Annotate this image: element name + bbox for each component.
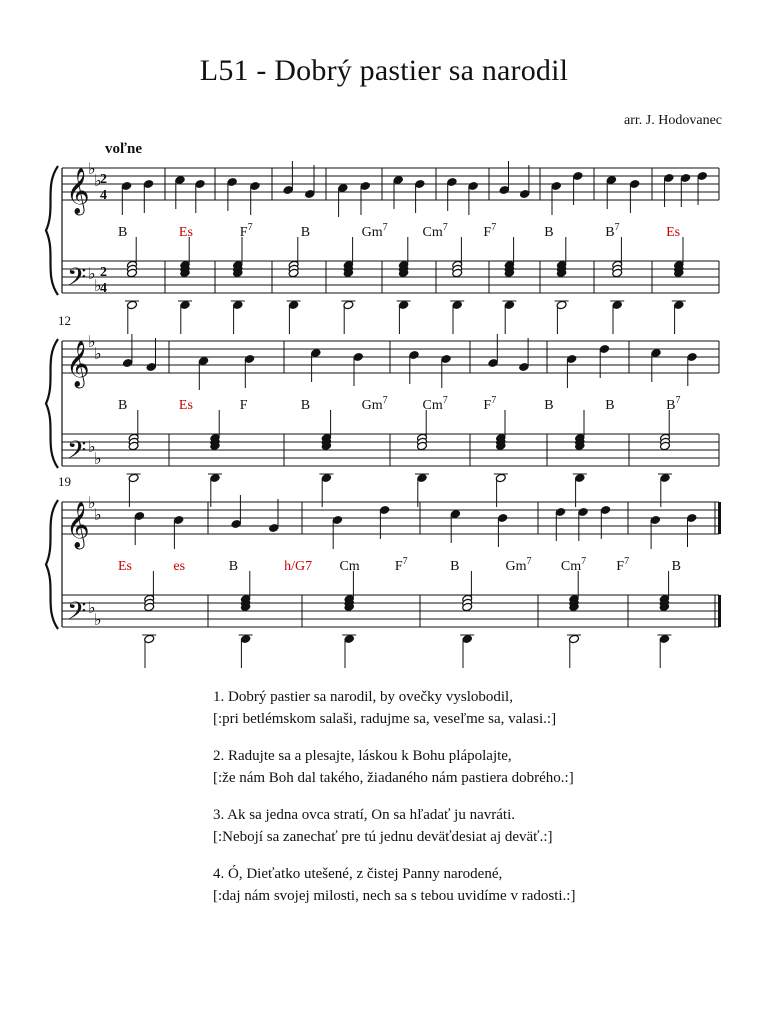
chord-root: F: [616, 559, 625, 574]
chord-root: es: [173, 559, 186, 574]
chord-root: B: [544, 225, 554, 240]
chord-symbol: [229, 559, 238, 574]
chord-extension: 7: [614, 222, 620, 233]
measure-number: 12: [58, 313, 71, 328]
chord-symbol: [605, 398, 614, 413]
chord-symbol: [561, 556, 586, 574]
chord-symbol: [179, 398, 193, 413]
chord-root: F: [239, 398, 248, 413]
chord-root: Cm: [339, 559, 360, 574]
chord-extension: 7: [382, 222, 388, 233]
chord-root: B: [605, 225, 615, 240]
chord-symbol: [301, 398, 310, 413]
key-flat-icon: ♭: [94, 344, 102, 363]
treble-clef-icon: 𝄞: [66, 341, 90, 387]
chord-extension: 7: [624, 556, 630, 567]
chord-root: B: [300, 225, 311, 240]
chord-extension: 7: [442, 395, 448, 406]
chord-root: B: [450, 559, 460, 574]
chord-symbol: [616, 556, 629, 574]
lyrics-block: [213, 686, 575, 922]
chord-extension: 7: [247, 222, 253, 233]
chord-symbol: [362, 395, 388, 413]
chord-root: B: [118, 225, 128, 240]
chord-root: Gm: [361, 398, 383, 413]
chord-symbol: [118, 225, 127, 240]
chord-extension: 7: [581, 556, 587, 567]
chord-root: Es: [666, 225, 681, 240]
chord-root: Es: [178, 398, 193, 413]
chord-root: F: [483, 225, 492, 240]
verse-3-line-1: 3. Ak sa jedna ovca stratí, On sa hľadať ju navráti.: [213, 807, 515, 823]
chord-root: F: [239, 225, 248, 240]
tempo-marking: voľne: [105, 141, 143, 157]
chord-symbol: [450, 559, 459, 574]
treble-clef-icon: 𝄞: [66, 502, 90, 548]
key-flat-icon: ♭: [88, 332, 96, 351]
key-flat-icon: ♭: [94, 171, 102, 190]
chord-root: Gm: [361, 225, 383, 240]
bass-clef-icon: 𝄢: [67, 436, 87, 471]
chord-symbol: [544, 225, 553, 240]
chord-root: h/G7: [284, 559, 313, 574]
verse-2-line-2: [:že nám Boh dal takého, žiadaného nám pastiera dobrého.:]: [213, 770, 574, 786]
chord-symbol: [301, 225, 310, 240]
lyrics-verse-2: [213, 745, 575, 789]
chord-root: F: [394, 559, 403, 574]
key-flat-icon: ♭: [88, 493, 96, 512]
chord-root: B: [118, 398, 128, 413]
chord-root: B: [300, 398, 311, 413]
chord-root: Es: [118, 559, 132, 574]
chord-symbol: [666, 395, 680, 413]
verse-4-line-2: [:daj nám svojej milosti, nech sa s tebou uvidíme v radosti.:]: [213, 888, 576, 904]
key-flat-icon: ♭: [88, 437, 96, 456]
measure-number: 19: [58, 474, 71, 489]
arranger-credit: arr. J. Hodovanec: [624, 113, 722, 128]
bass-clef-icon: 𝄢: [67, 263, 87, 298]
key-flat-icon: ♭: [94, 610, 102, 629]
final-thick-barline: [718, 502, 721, 534]
verse-1-line-2: [:pri betlémskom salaši, radujme sa, veseľme sa, valasi.:]: [213, 711, 557, 727]
key-flat-icon: ♭: [88, 264, 96, 283]
chord-root: Gm: [505, 559, 527, 574]
lyrics-verse-3: [213, 804, 575, 848]
chord-symbol: [483, 395, 496, 413]
chord-root: Cm: [560, 559, 582, 574]
chord-symbol: [240, 398, 248, 413]
chord-symbol: [240, 222, 253, 240]
time-sig-top: 2: [100, 172, 107, 187]
chord-symbol: [118, 398, 127, 413]
chord-root: B: [605, 398, 615, 413]
verse-1-line-1: 1. Dobrý pastier sa narodil, by ovečky vyslobodil,: [213, 689, 513, 705]
song-title: L51 - Dobrý pastier sa narodil: [199, 54, 569, 87]
chord-symbol: [395, 556, 408, 574]
chord-root: Cm: [422, 225, 443, 240]
chord-symbol: [284, 559, 312, 574]
chord-extension: 7: [675, 395, 681, 406]
final-thick-barline: [718, 595, 721, 627]
chord-root: Es: [178, 225, 193, 240]
chord-symbol: [339, 559, 359, 574]
staff-brace: [46, 166, 58, 295]
chord-extension: 7: [442, 222, 448, 233]
time-sig-bottom: 4: [100, 188, 107, 203]
verse-2-line-1: 2. Radujte sa a plesajte, láskou k Bohu plápolajte,: [213, 748, 512, 764]
treble-clef-icon: 𝄞: [66, 168, 90, 214]
chord-symbol: [173, 559, 185, 574]
chord-symbol: [118, 559, 132, 574]
key-flat-icon: ♭: [94, 505, 102, 524]
chord-extension: 7: [526, 556, 532, 567]
chord-extension: 7: [491, 222, 497, 233]
time-sig-bottom: 4: [100, 281, 107, 296]
chord-symbol: [605, 222, 619, 240]
time-sig-top: 2: [100, 265, 107, 280]
chord-root: B: [671, 559, 681, 574]
chord-root: Cm: [422, 398, 443, 413]
chord-root: B: [666, 398, 676, 413]
key-flat-icon: ♭: [94, 449, 102, 468]
chord-root: B: [228, 559, 239, 574]
chord-symbol: [544, 398, 553, 413]
chord-extension: 7: [402, 556, 408, 567]
chord-symbol: [362, 222, 388, 240]
key-flat-icon: ♭: [94, 276, 102, 295]
lyrics-verse-4: [213, 863, 575, 907]
chord-symbol: [672, 559, 681, 574]
chord-symbol: [483, 222, 496, 240]
chord-root: F: [483, 398, 492, 413]
chord-root: B: [544, 398, 554, 413]
chord-symbol: [423, 395, 448, 413]
key-flat-icon: ♭: [88, 598, 96, 617]
lyrics-verse-1: [213, 686, 575, 730]
chord-symbol: [179, 225, 193, 240]
verse-4-line-1: 4. Ó, Dieťatko utešené, z čistej Panny narodené,: [213, 866, 503, 882]
verse-3-line-2: [:Nebojí sa zanechať pre tú jednu deväťdesiat aj deväť.:]: [213, 829, 553, 845]
chord-extension: 7: [491, 395, 497, 406]
chord-symbol: [666, 225, 680, 240]
chord-extension: 7: [382, 395, 388, 406]
staff-brace: [46, 500, 58, 629]
chord-symbol: [423, 222, 448, 240]
staff-brace: [46, 339, 58, 468]
bass-clef-icon: 𝄢: [67, 597, 87, 632]
chord-symbol: [506, 556, 532, 574]
key-flat-icon: ♭: [88, 159, 96, 178]
